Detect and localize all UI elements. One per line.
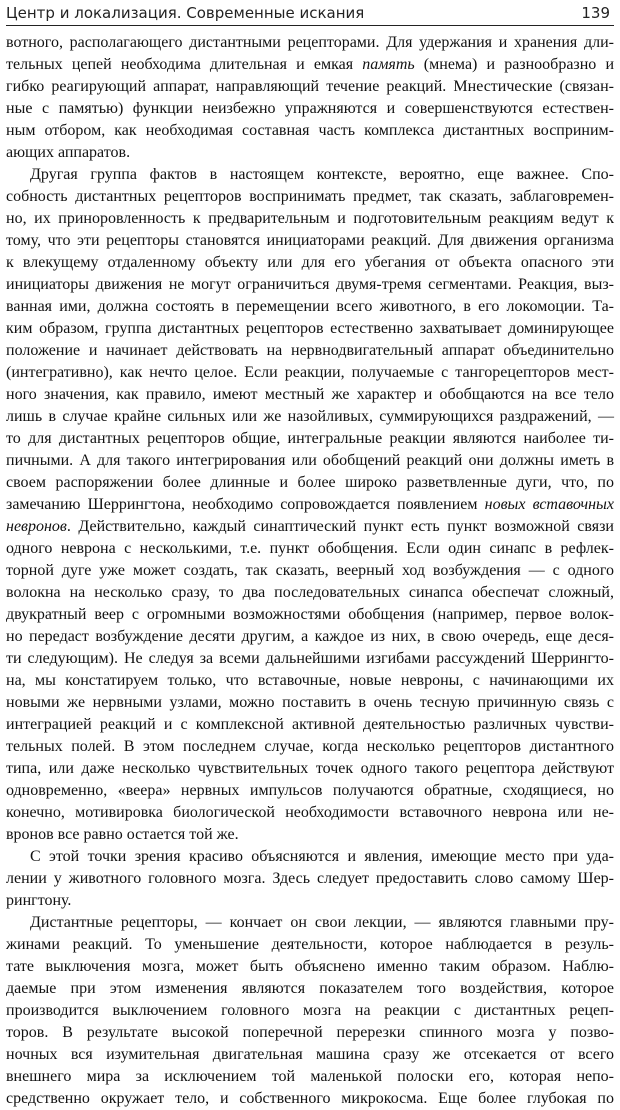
text-line: жинами реакций. То уменьшение деятельности, которое наблюдается в резуль- [6,936,614,953]
text-line: то для дистантных рецепторов общие, интегральные реакции являются наиболее ти- [6,430,614,447]
text-line: одновременно, «веера» нервных импульсов получаются обратные, сходящиеся, но [6,782,614,799]
text-line: пичными. А для такого интегрирования или обобщений реакций они должны иметь в [6,452,614,469]
text-line: внешнего мира за исключением той маленькой полоски его, которая непо- [6,1068,614,1085]
text-line: средственно окружает тело, и собственного микрокосма. Еще более глубокая по [6,1090,614,1107]
text-line: тельных цепей необходима длительная и емкая память (мнема) и разнообразно и [6,56,614,73]
text-line: даемые при этом изменения являются показателем того воздействия, которое [6,980,614,997]
text-line: ночных вся изумительная двигательная машина сразу же отсекается от всего [6,1046,614,1063]
text-line: тельных полей. В этом последнем случае, когда несколько рецепторов дистантного [6,738,614,755]
text-line: ванная ими, должна состоять в перемещении всего животного, в его локомоции. Та- [6,298,614,315]
text-line: производится выключением головного мозга на реакции с дистантных рецеп- [6,1002,614,1019]
text-line: ным отбором, как необходимая составная часть комплекса дистантных восприним- [6,122,614,139]
text-line: интеграцией реакций и с комплексной активной деятельностью различных чувстви- [6,716,614,733]
text-line: ким образом, группа дистантных рецепторов естественно захватывает доминирующее [6,320,614,337]
page-body [6,32,614,1110]
paragraph [6,846,614,912]
paragraph [6,164,614,846]
text-line: лении у животного головного мозга. Здесь следует предоставить слово самому Шер- [6,870,614,887]
running-title: Центр и локализация. Современные искания [6,4,365,22]
text-line: на, мы констатируем только, что вставочные, новые невроны, с начинающими их [6,672,614,689]
emphasis: новых вставочных [484,496,614,513]
text-line: Дистантные рецепторы, — кончает он свои лекции, — являются главными пру- [30,914,614,931]
text-line: волокна на несколько сразу, то два последовательных синапса обеспечат сложный, [6,584,614,601]
text-line: собность дистантных рецепторов воспринимать предмет, так сказать, заблаговремен- [6,188,614,205]
text-line: конечно, мотивировка биологической необходимости вставочного неврона или не- [6,804,614,821]
text-line: к влекущему отдаленному объекту или для его убегания от объекта опасного эти [6,254,614,271]
text-line: своем распоряжении более длинные и более широко разветвленные дуги, что, по [6,474,614,491]
text-line: двукратный веер с огромными возможностями обобщения (например, первое волок- [6,606,614,623]
paragraph [6,32,614,164]
text-line: рингтону. [6,892,72,909]
quote-paragraph [6,912,614,1110]
text-line: одного неврона с несколькими, т.е. пункт обобщения. Если один синапс в рефлек- [6,540,614,557]
header-rule [6,25,614,26]
text-line: типа, или даже несколько чувствительных точек одного такого рецептора действуют [6,760,614,777]
text-line: инициаторы движения не могут ограничиться двумя-тремя сегментами. Реакция, выз- [6,276,614,293]
text-line: гибко реагирующий аппарат, направляющий течение реакций. Мнестические (связан- [6,78,614,95]
text-line: ти следующим). Не следуя за всеми дальнейшими изгибами рассуждений Шеррингто- [6,650,614,667]
text-line: С этой точки зрения красиво объясняются и явления, имеющие место при уда- [30,848,614,865]
text-line: вотного, располагающего дистантными рецепторами. Для удержания и хранения дли- [6,34,614,51]
text-line: положение и начинает действовать на нервнодвигательный аппарат объединительно [6,342,614,359]
emphasis: невронов [6,518,67,535]
text-line: замечанию Шеррингтона, необходимо сопровождается появлением новых вставочных [6,496,614,513]
emphasis: память [362,56,415,73]
text-line: тому, что эти рецепторы становятся инициаторами реакций. Для движения организма [6,232,614,249]
text-line: ного значения, как правило, имеют местный же характер и обобщаются на все тело [6,386,614,403]
page-header [6,2,614,26]
text-line: невронов. Действительно, каждый синаптический пункт есть пункт возможной связи [6,518,614,535]
text-line: (интегративно), как нечто целое. Если реакции, получаемые с тангорецепторов мест- [6,364,614,381]
text-line: вронов все равно остается той же. [6,826,239,843]
text-line: тате выключения мозга, может быть объяснено именно таким образом. Наблю- [6,958,614,975]
text-line: но, их приноровленность к предварительным и подготовительным реакциям ведут к [6,210,614,227]
text-line: торов. В результате высокой поперечной перерезки спинного мозга у позво- [6,1024,614,1041]
text-line: но передаст возбуждение десяти другим, а каждое из них, в свою очередь, еще деся- [6,628,614,645]
text-line: ающих аппаратов. [6,144,131,161]
text-line: Другая группа фактов в настоящем контексте, вероятно, еще важнее. Спо- [30,166,614,183]
text-line: лишь в случае крайне сильных или же назойливых, суммирующихся раздражений, — [6,408,614,425]
page-number: 139 [581,4,610,22]
text-line: новыми же нервными узлами, можно поставить в очень тесную причинную связь с [6,694,614,711]
text-line: ные с памятью) функции неизбежно упражняются и совершенствуются естествен- [6,100,614,117]
text-line: торной дуге уже может создать, так сказать, веерный ход возбуждения — с одного [6,562,614,579]
